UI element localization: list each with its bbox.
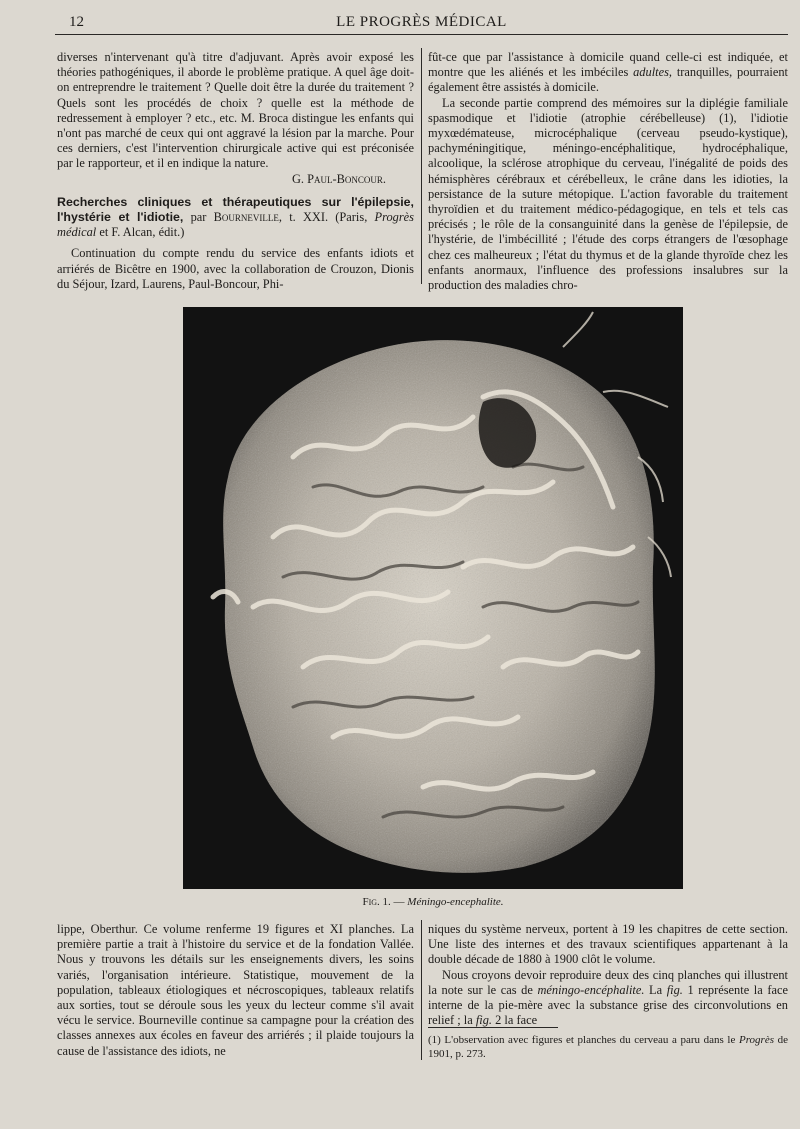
figure-label: Fig. 1. — bbox=[362, 896, 405, 908]
assistance-paragraph bbox=[428, 50, 788, 96]
review-author: Bourneville, bbox=[213, 210, 282, 225]
review-publisher-rest: et F. Alcan, édit.) bbox=[99, 225, 185, 240]
running-head bbox=[55, 14, 788, 35]
plates-text-c: 1 représente la face interne de la pie-mère avec la substance grise des circonvolutions en relief ; la bbox=[428, 982, 788, 1028]
right-column-top bbox=[428, 50, 788, 293]
assistance-text-end: tranquilles, pourraient également être assistés à domicile. bbox=[428, 65, 788, 95]
bourneville-review-paragraph: Continuation du compte rendu du service des enfants idiots et arriérés de Bicêtre en 1900, avec la collaboration de Crouzon, Dionis du Séjour, Izard, Laurens, Paul-Boncour, Phi- bbox=[57, 246, 414, 291]
column-divider bbox=[421, 48, 422, 284]
review-author-prefix: par bbox=[190, 210, 207, 225]
review-title: Recherches cliniques et thérapeutiques sur l'épilepsie, l'hystérie et l'idiotie, bbox=[57, 194, 414, 225]
journal-title: LE PROGRÈS MÉDICAL bbox=[336, 14, 507, 30]
review-details: t. XXI. (Paris, bbox=[289, 210, 368, 225]
review-publisher: Progrès médical bbox=[57, 210, 414, 240]
footnote bbox=[428, 1034, 788, 1061]
footnote-journal-italic: Progrès bbox=[738, 1034, 775, 1046]
meningo-italic: méningo-encéphalite. bbox=[537, 982, 645, 997]
plates-text-d: 2 la face bbox=[495, 1013, 538, 1028]
fig-italic-1: fig. bbox=[666, 982, 683, 997]
review-heading bbox=[57, 195, 414, 241]
figure-photograph bbox=[183, 307, 683, 889]
review-signature: G. Paul-Boncour. bbox=[291, 171, 386, 186]
meningo-encephalitis-photo bbox=[183, 307, 683, 889]
volume-contents-paragraph: lippe, Oberthur. Ce volume renferme 19 figures et XI planches. La première partie a trait à l'histoire du service et de la fondation Vallée. Nous y trouvons les détails sur les enseignements divers, les soins variés, l'organisation intérieure. Statistique, mouvement de la population, tableaux étiologiques et nécroscopiques, tableaux relatifs aux sorties, tout se déroule sous les yeux du lecteur comme s'il avait vécu le service. Bourneville continue sa campagne pour la création des classes annexes aux écoles en faveur des arriérés ; il plaide toujours la cause de l'assistance des idiots, ne bbox=[57, 922, 414, 1058]
left-column-bottom bbox=[57, 922, 414, 1059]
broca-review-paragraph: diverses n'intervenant qu'à titre d'adjuvant. Après avoir exposé les théories pathogéniques, il aborde le problème pratique. A quel âge doit-on entreprendre le traitement ? Quelle doit être la durée du traitement ? Quels sont les procédés de choix ? quelle est la méthode de redressement à employer ? etc., etc. M. Broca distingue les enfants qui n'ont pas marché de ceux qui ont aggravé la lésion par la marche. Pour ces derniers, c'est l'intervention chirurgicale active qui est préconisée par le rapporteur, et il en indique la nature. bbox=[57, 50, 414, 171]
plates-paragraph bbox=[428, 968, 788, 1029]
footnote-text: (1) L'observation avec figures et planches du cerveau a paru dans le bbox=[428, 1034, 736, 1046]
column-divider-bottom bbox=[421, 920, 422, 1060]
figure-caption bbox=[183, 896, 683, 908]
adultes-italic: adultes, bbox=[633, 65, 672, 80]
footnote-text-end: de 1901, p. 273. bbox=[428, 1034, 789, 1060]
left-column-top bbox=[57, 50, 414, 292]
plates-text: Nous croyons devoir reproduire deux des cinq planches qui illustrent la note sur le cas de bbox=[428, 967, 788, 997]
fig-italic-2: fig. bbox=[475, 1013, 493, 1028]
right-column-bottom bbox=[428, 922, 788, 1028]
page-number: 12 bbox=[69, 14, 84, 30]
chapters-paragraph: niques du système nerveux, portent à 19 les chapitres de cette section. Une liste des internes et des travaux scientifiques appartenant à la double décade de 1880 à 1900 clôt le volume. bbox=[428, 922, 788, 967]
second-part-paragraph: La seconde partie comprend des mémoires sur la diplégie familiale spasmodique et l'idiotie (atrophie cérébelleuse) (1), l'idiotie myxœdémateuse, microcéphalique (cerveau pseudo-kystique), pachyméningitique, méningo-encéphalitique, hydrocéphalique, alcoolique, la sclérose atrophique du cerveau, l'inégalité de poids des hémisphères cérébraux et cérébelleux, le crâne dans les idioties, la persistance de la suture métopique. L'action favorable du traitement thyroïdien et du traitement médico-pédagogique, en tels et tels cas précisés ; le rôle de la consanguinité dans la genèse de l'épilepsie, de l'hystérie, de l'imbécillité ; l'étude des corps étrangers de l'œsophage chez ces malheureux ; l'état du thymus et de la glande thyroïde chez les enfants anormaux, l'influence des professions insalubres sur la production des maladies chro- bbox=[428, 95, 788, 293]
figure-title: Méningo-encephalite. bbox=[407, 896, 504, 908]
plates-text-b: La bbox=[649, 982, 663, 997]
assistance-text: fût-ce que par l'assistance à domicile quand celle-ci est indiquée, et montre que les aliénés et les imbéciles bbox=[428, 50, 788, 80]
footnote-rule bbox=[428, 1027, 558, 1028]
